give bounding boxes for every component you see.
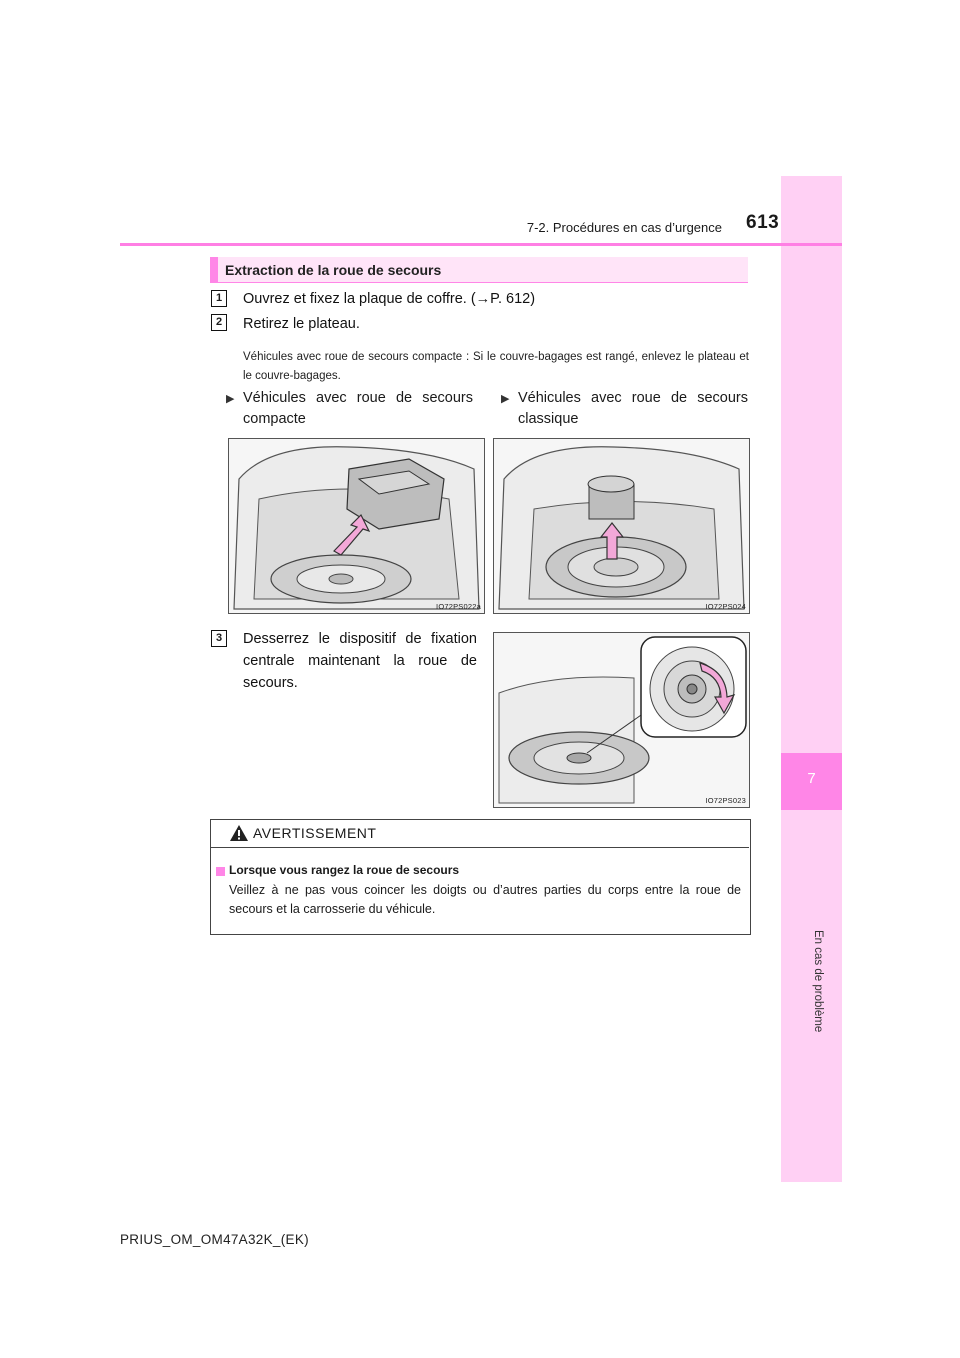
section-heading-accent: [210, 257, 218, 283]
warning-subheading: Lorsque vous rangez la roue de secours: [229, 863, 460, 877]
figure-3-code: IO72PS023: [705, 796, 746, 805]
arrow-right-icon: ▶: [501, 393, 510, 405]
figure-1-code: IO72PS022a: [436, 602, 481, 611]
warning-triangle-icon: [229, 824, 249, 842]
step-2-number: 2: [211, 314, 227, 331]
document-code: PRIUS_OM_OM47A32K_(EK): [120, 1232, 309, 1247]
step-1-text: Ouvrez et fixez la plaque de coffre. (→P. 612): [243, 291, 536, 307]
chapter-title: 7-2. Procédures en cas d’urgence: [526, 220, 722, 235]
step-3-number: 3: [211, 630, 227, 647]
step-1-number: 1: [211, 290, 227, 307]
warning-title: AVERTISSEMENT: [253, 825, 377, 841]
step-3-text: Desserrez le dispositif de fixation centrale maintenant la roue de secours.: [243, 631, 477, 691]
arrow-right-icon: ▶: [226, 393, 235, 405]
header-rule: [120, 243, 842, 246]
figure-compact-spare: [228, 438, 485, 614]
trunk-illustration-compact: [229, 439, 484, 613]
figure-center-fastener: [493, 632, 750, 808]
trunk-illustration-classic: [494, 439, 749, 613]
page-number: 613: [746, 212, 780, 233]
section-title: Extraction de la roue de secours: [225, 262, 442, 278]
figure-classic-spare: [493, 438, 750, 614]
fastener-illustration: [494, 633, 749, 807]
variant-compact-label: Véhicules avec roue de secours compacte: [243, 390, 473, 427]
figure-2-code: IO72PS024: [705, 602, 746, 611]
bullet-square-icon: [216, 867, 225, 876]
step-2-text: Retirez le plateau.: [243, 316, 360, 332]
step-2-note: Véhicules avec roue de secours compacte : Si le couvre-bagages est rangé, enlevez le plateau et le couvre-bagages.: [243, 351, 749, 382]
warning-body: Veillez à ne pas vous coincer les doigts ou d’autres parties du corps entre la roue de secours et la carrosserie du véhicule.: [229, 883, 741, 916]
variant-classic-label: Véhicules avec roue de secours classique: [518, 390, 748, 427]
chapter-side-label: En cas de problème: [812, 930, 824, 1033]
chapter-number: 7: [807, 770, 816, 787]
